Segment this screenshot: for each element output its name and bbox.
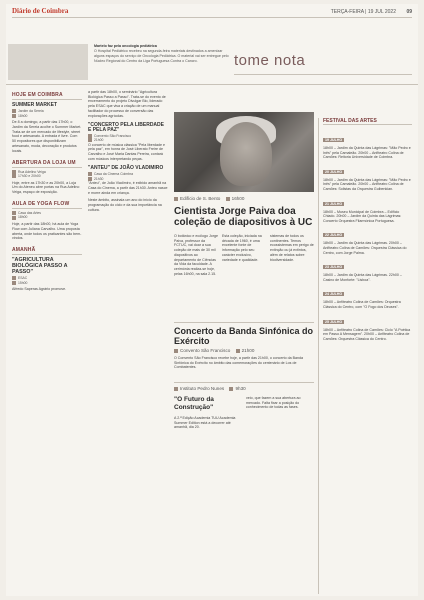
jorge-paiva-photo [174,112,314,192]
loja-text: Hoje, entre as 17h30 e as 20h00, a Loja Um do Ateneu abre portas na Rua Adelino Veiga, espaço de exposição. [12,180,80,195]
concerto-liberdade-text: O concerto de música clássica "Pela liberdade e pela paz", em honra de José Liberato Freire de Carvalho e José Maria Dantas Pereira, contará com músicos interpretando peças. [88,142,165,161]
photo-face [220,122,272,186]
talk-rule [174,382,314,383]
yoga-time: 18h00 [12,215,82,220]
talk-col-b: veio, que fazem a sua abertura ao mercado. Falta fixar a posição do conhecimento de todas as fases. [246,396,301,410]
issue-date: TERÇA-FEIRA | 19 JUL 2022 [330,9,396,15]
concert-headline: Concerto da Banda Sinfónica do Exército [174,326,314,346]
concert-rule [174,322,314,323]
amanha-kicker: AMANHÃ [12,247,82,255]
festival-day-label: 21 JULHO [325,201,343,206]
middle-column [88,90,168,590]
concert-meta: Convento São Francisco 21h00 [174,348,254,353]
agri-time: 15h00 [12,281,82,286]
feature-col-b: Esta coleção, iniciada na década de 1960, é uma excelente fonte de informação pelo seu carácter exclusivo, variedade e qualidade. [222,234,262,262]
location-icon [12,211,16,215]
festival-day-label: 20 JULHO [325,169,343,174]
agri-title: "AGRICULTURA BIOLÓGICA PASSO A PASSO" [12,257,68,276]
festival-day-label: 23 JULHO [325,265,343,270]
feature-caption: Edifício de S. Bento 16h00 [174,196,244,201]
festival-day-events: 18h00 – Jardim da Quinta das Lágrimas: "Mão Pedro e Inês" pela Camaleão. 20h00 – Anfiteatro Colina de Camões: Reitoria Universidade de Coimbra. [323,146,411,160]
newspaper-logo: Diário de Coimbra [12,7,69,15]
top-strip [94,44,229,72]
concerto-liberdade-place: Convento São Francisco [88,134,168,139]
clock-icon [12,216,16,220]
loja-place: Rua Adelino Veiga [12,170,82,175]
top-strip-title: Martelo faz pela oncologia pediátrica [94,44,157,48]
agri-text: Alfredo Saperas Agrário promove. [12,287,67,292]
festival-day-events: 18h00 – Jardim da Quinta das Lágrimas. 22h00 – Casino de Monforte: "Lisboa". [323,273,402,282]
middle-col-end: Neste âmbito, assinala um ano do início da programação do ciclo e da sua importância na cultura. [88,198,162,212]
location-icon [174,349,178,353]
festival-day-events: 18h00 – Museu Municipal de Coimbra – Edifício Chiado. 20h00 – Jardim da Quinta das Lágrimas: Concerto Orquestra Filarmónica Portuguesa. [323,209,402,223]
festival-day-events: 18h00 – Anfiteatro Colina de Camões: Orquestra Clássica do Centro, com "O Fogo dos Deuses". [323,300,401,309]
agri-place: ESAC [12,276,82,281]
festival-day-events: 18h00 – Jardim da Quinta das Lágrimas. 20h00 – Anfiteatro Colina de Camões: Orquestra Clássica do Centro, com Jorge Palma. [323,241,407,255]
clock-icon [88,177,92,181]
clock-icon [12,281,16,285]
clock-icon [12,114,16,118]
festival-days [323,128,412,341]
location-icon [88,172,92,176]
festival-day-label: 22 JULHO [325,233,343,238]
loja-time: 17h30 e 20h00 [12,174,82,179]
anteu-place: Casa da Cinema Coimbra [88,172,168,177]
summer-market-place: Jardim da Sereia [12,109,82,114]
talk-col-a: A 2.ª Edição Academia TUU Academia Summer Edition está a decorrer até amanhã, dia 20. [174,416,236,430]
section-title: tome nota [234,52,306,69]
feature-col-c: sistemas de todos os continentes. Temos ecossistemas em perigo de extinção ou já extintos, além de relatos sobre biodiversidade. [270,234,314,262]
talk-meta: Instituto Pedro Nunes 9h30 [174,386,246,391]
location-icon [12,109,16,113]
clock-icon [12,174,16,178]
festival-day-label: 19 JULHO [325,138,343,142]
concert-text: O Convento São Francisco recebe hoje, a partir das 21h00, o concerto da Banda Sinfónica do Exército no âmbito das comemorações do centenário de Los de Combatentes. [174,356,304,370]
feature-headline: Cientista Jorge Paiva doa coleção de diapositivos à UC [174,206,313,228]
clock-icon [88,138,92,142]
loja-title: ABERTURA DA LOJA UM [12,160,82,168]
newspaper-page [6,4,418,596]
page-number: 09 [406,9,412,15]
anteu-time: 21h30 [88,177,168,182]
festival-day-label: 25 JULHO [325,319,343,324]
anteu-text: "Anteu", de João Vladimiro, é exibido amanhã na Casa do Cinema, a partir das 21h30. Anteu nasce e morre ainda em criança. [88,181,168,195]
festival-title: FESTIVAL DAS ARTES [323,118,412,125]
location-icon [174,387,178,391]
summer-market-title: SUMMER MARKET [12,102,57,108]
festival-day-events: 18h00 – Anfiteatro Colina de Camões: Ciclo "A Poética em Passo A Mensagem". 20h00 – Anfiteatro Colina de Camões: Orquestra Clássica do Centro. [323,327,411,341]
summer-market-text: De 8 a domingo, a partir das 17h00, o Jardim da Sereia acolhe o Summer Market. Trata-se de um mercado de lifestyle, street food e artesanato. A entrada é livre. Com 50 expositores que disponibilizam artesanato, moda, decoração e produtos locais. [12,120,82,153]
location-icon [12,170,16,174]
location-icon [174,197,178,201]
section-rule [234,74,412,75]
festival-day-label: 24 JULHO [325,292,343,297]
masthead [12,6,412,18]
concerto-liberdade-time: 21h00 [88,138,168,143]
yoga-title: AULA DE YOGA FLOW [12,201,82,209]
concerto-liberdade-title: "CONCERTO PELA LIBERDADE E PELA PAZ" [88,122,164,133]
yoga-place: Casa das Artes [12,211,82,216]
top-strip-text: O Hospital Pediátrico recebeu na segunda-feira materiais destinados a amenizar alguns espaços do serviço de Oncologia Pediátrica. O material vai ser entregue pelo Núcleo Regional do Centro da Liga Portuguesa Contra o Cancro. [94,49,229,63]
clock-icon [226,197,230,201]
festival-day-events: 18h00 – Jardim da Quinta das Lágrimas: "Mão Pedro e Inês" pela Camaleão. 20h00 – Anfiteatro Colina de Camões: Solistas da Orquestra Gulbenkian. [323,177,411,191]
yoga-text: Hoje, a partir das 18h00, há aula de Yoga Flow com Juliana Carvalho. Uma proposta aberta, onde todos os praticantes são bem-vindos. [12,221,82,241]
location-icon [12,276,16,280]
middle-col-text: a partir das 18h00, o seminário "Agricultura Biológica Passo a Passo". Trata-se do evento de encerramento do projeto Divulgar Bio, liderado pela ESAC que visa a criação de um manual facilitador do processo de conversão das explorações agrícolas. [88,90,166,118]
talk-headline: "O Futuro da Construção" [174,396,214,411]
clock-icon [229,387,233,391]
top-divider [6,84,418,85]
anteu-title: "ANTEU" DE JOÃO VLADIMIRO [88,165,164,172]
summer-market-time: 18h00 [12,114,82,119]
left-kicker: HOJE EM COIMBRA [12,92,82,100]
location-icon [88,134,92,138]
left-column [12,88,82,594]
festival-rail [318,118,412,594]
clock-icon [236,349,240,353]
feature-col-a: O botânico e ecólogo Jorge Paiva, professor da FCTUC, vai doar a sua coleção de mais de 30 mil diapositivos ao departamento de Ciências da Vida da faculdade. A cerimónia realiza-se hoje, pelas 16h00, na sala 2.15. [174,234,218,276]
top-photo [8,44,88,80]
